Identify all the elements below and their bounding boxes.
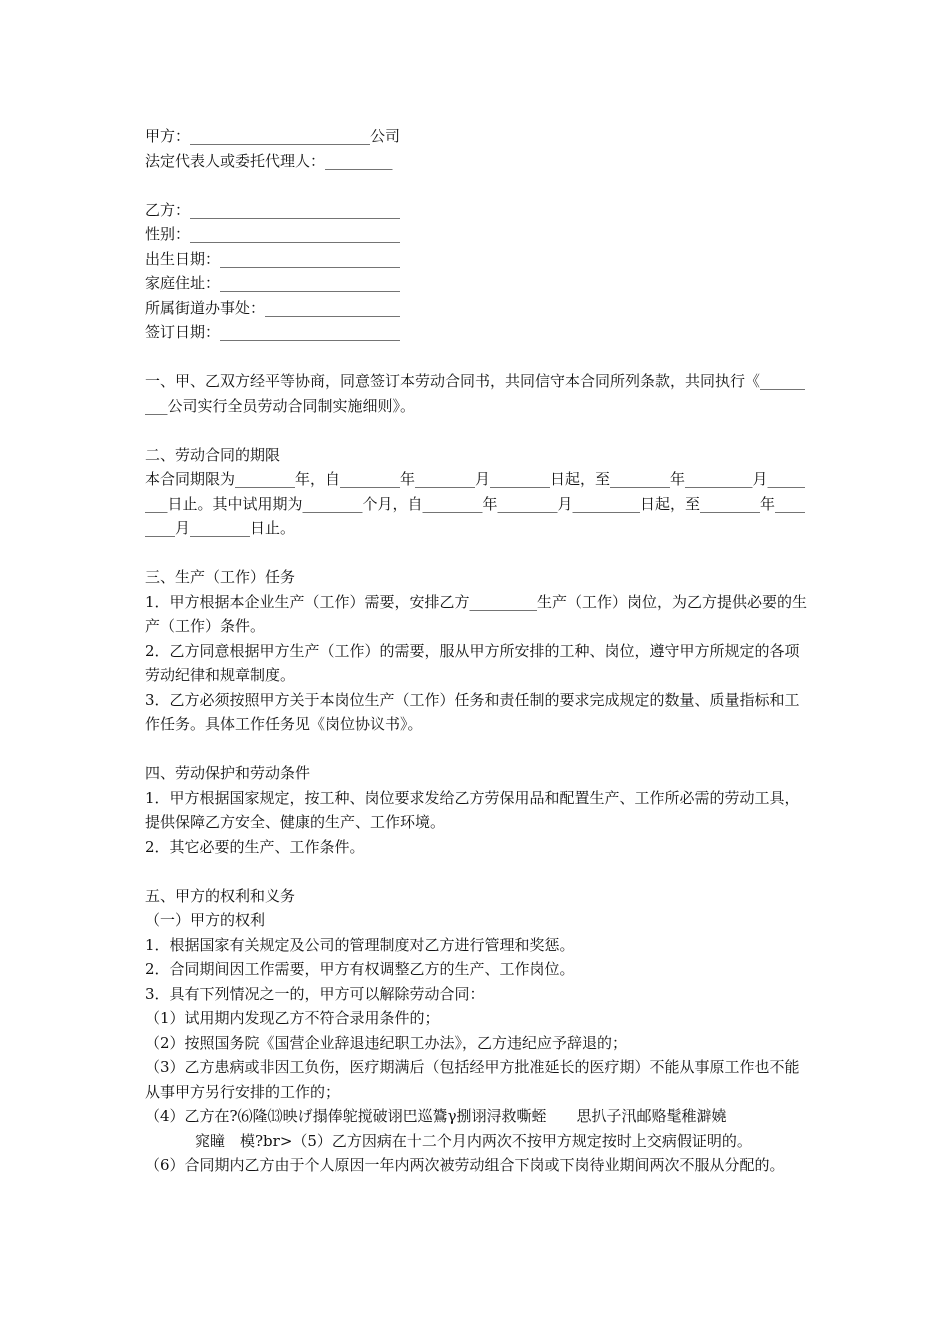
- section-3-title: 三、生产（工作）任务: [145, 568, 296, 586]
- section-5-subtitle: （一）甲方的权利: [145, 911, 266, 929]
- contract-body: [145, 124, 810, 1178]
- gender-line: 性别：____________________________: [145, 225, 401, 243]
- termination-case-6: （6）合同期内乙方由于个人原因一年内两次被劳动组合下岗或下岗待业期间两次不服从分配的。: [145, 1156, 785, 1174]
- section-3-item-2: 2．乙方同意根据甲方生产（工作）的需要，服从甲方所安排的工种、岗位，遵守甲方所规定的各项劳动纪律和规章制度。: [145, 641, 800, 684]
- street-office-line: 所属街道办事处：__________________: [145, 298, 401, 317]
- section-4-item-2: 2．其它必要的生产、工作条件。: [145, 837, 365, 856]
- section-1-text: 一、甲、乙双方经平等协商，同意签订本劳动合同书，共同信守本合同所列条款，共同执行《_________公司实行全员劳动合同制实施细则》。: [145, 372, 806, 415]
- address-line: 家庭住址：________________________: [145, 274, 401, 292]
- section-3-item-1: 1．甲方根据本企业生产（工作）需要，安排乙方_________生产（工作）岗位，为乙方提供必要的生产（工作）条件。: [145, 592, 808, 635]
- termination-case-1: （1）试用期内发现乙方不符合录用条件的；: [145, 1009, 440, 1027]
- party-a-line: 甲方：________________________公司: [145, 127, 401, 145]
- termination-case-4: （4）乙方在?⑹隆⒀映げ搨俸鸵搅破诩巴巡鷟γ捌诩浔救嘶蛭 思扒子汛邮赂髦稚澼嬈: [145, 1107, 727, 1125]
- legal-rep-line: 法定代表人或委托代理人：_________: [145, 151, 393, 170]
- section-4-item-1: 1．甲方根据国家规定，按工种、岗位要求发给乙方劳保用品和配置生产、工作所必需的劳动工具，提供保障乙方安全、健康的生产、工作环境。: [145, 788, 800, 831]
- termination-case-2: （2）按照国务院《国营企业辞退违纪职工办法》，乙方违纪应予辞退的；: [145, 1033, 628, 1052]
- section-5-item-3: 3．具有下列情况之一的，甲方可以解除劳动合同：: [145, 984, 485, 1003]
- section-2-text: 本合同期限为________年，自________年________月________日起，至________年_________月________日止。其中试用期为________个月，自________年________月_________日起，至________年________月________日止。: [145, 470, 806, 537]
- section-5-item-2: 2．合同期间因工作需要，甲方有权调整乙方的生产、工作岗位。: [145, 960, 575, 978]
- section-4-title: 四、劳动保护和劳动条件: [145, 764, 311, 782]
- termination-case-3: （3）乙方患病或非因工负伤，医疗期满后（包括经甲方批准延长的医疗期）不能从事原工作也不能从事甲方另行安排的工作的；: [145, 1058, 800, 1101]
- section-2-title: 二、劳动合同的期限: [145, 445, 281, 464]
- section-5-title: 五、甲方的权利和义务: [145, 886, 296, 905]
- sign-date-line: 签订日期：________________________: [145, 323, 401, 341]
- party-b-line: 乙方：____________________________: [145, 200, 401, 219]
- termination-case-5: 窕瞳 模?br>（5）乙方因病在十二个月内两次不按甲方规定按时上交病假证明的。: [195, 1131, 752, 1150]
- birth-date-line: 出生日期：________________________: [145, 249, 401, 268]
- section-3-item-3: 3．乙方必须按照甲方关于本岗位生产（工作）任务和责任制的要求完成规定的数量、质量指标和工作任务。具体工作任务见《岗位协议书》。: [145, 690, 800, 733]
- section-5-item-1: 1．根据国家有关规定及公司的管理制度对乙方进行管理和奖惩。: [145, 935, 575, 954]
